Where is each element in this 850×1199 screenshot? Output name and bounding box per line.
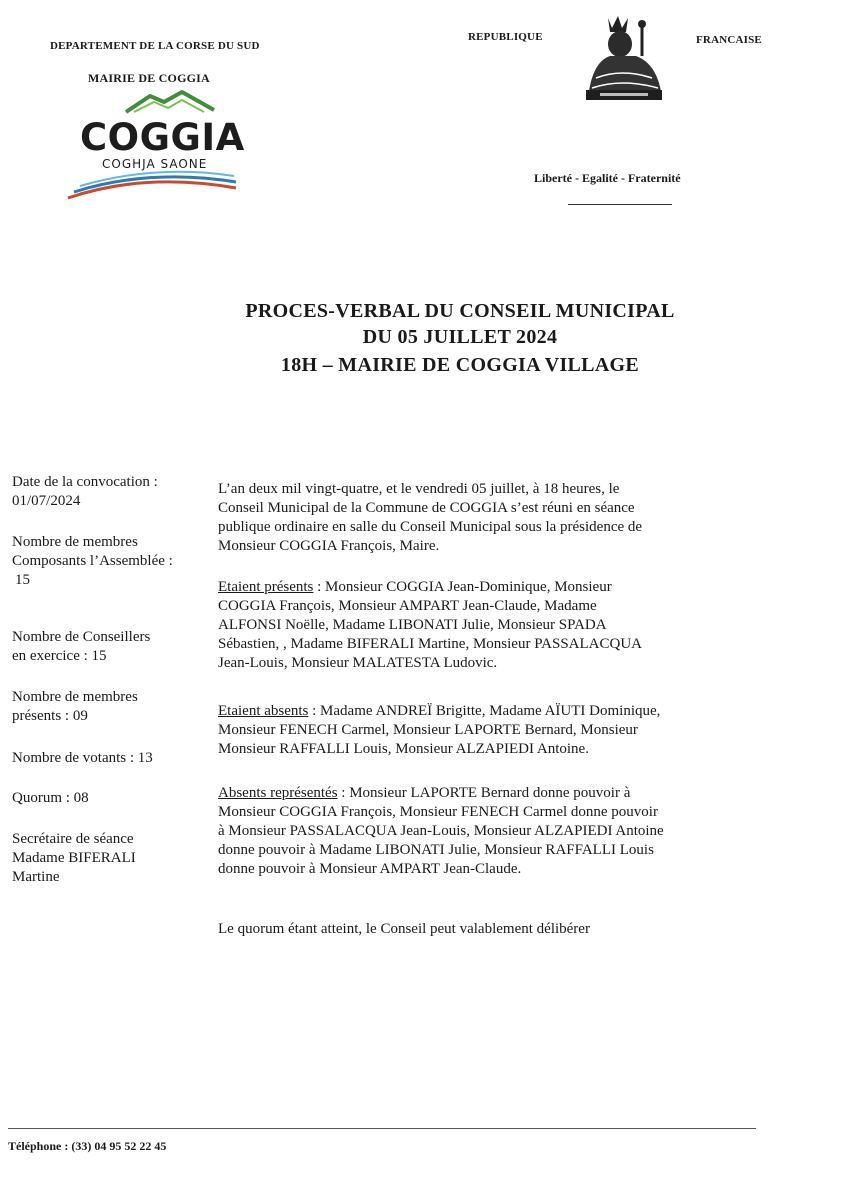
page-title-line1: PROCES-VERBAL DU CONSEIL MUNICIPAL [245, 300, 675, 322]
logo-name: COGGIA [80, 116, 245, 159]
membres-label-1: Nombre de membres [12, 534, 138, 550]
conseillers-label: Nombre de Conseillers [12, 629, 151, 645]
department-label: DEPARTEMENT DE LA CORSE DU SUD [50, 40, 260, 52]
intro-line: L’an deux mil vingt-quatre, et le vendredi 05 juillet, à 18 heures, le [218, 481, 620, 497]
membres-label-2: Composants l’Assemblée : [12, 553, 173, 569]
conseillers-value: en exercice : 15 [12, 648, 107, 664]
footer-divider [8, 1128, 756, 1129]
presents-line: : Monsieur COGGIA Jean-Dominique, Monsieur [313, 579, 612, 595]
secretaire-name-1: Madame BIFERALI [12, 850, 136, 866]
coggia-logo [64, 88, 244, 204]
membres-value: 15 [15, 572, 30, 588]
representes-heading: Absents représentés [218, 785, 338, 801]
intro-paragraph [218, 480, 778, 556]
absents-line: Monsieur FENECH Carmel, Monsieur LAPORTE Bernard, Monsieur [218, 722, 638, 738]
quorum-count: Quorum : 08 [12, 790, 89, 806]
absents-line: : Madame ANDREÏ Brigitte, Madame AÏUTI Dominique, [308, 703, 661, 719]
absents-heading: Etaient absents [218, 703, 309, 719]
convocation-label: Date de la convocation : [12, 474, 158, 490]
mairie-label: MAIRIE DE COGGIA [88, 71, 210, 85]
conseillers-block [12, 628, 204, 666]
representes-line: Monsieur COGGIA François, Monsieur FENECH Carmel donne pouvoir [218, 804, 658, 820]
presents-line: Sébastien, , Madame BIFERALI Martine, Monsieur PASSALACQUA [218, 636, 643, 652]
convocation-block [12, 473, 204, 511]
representes-line: à Monsieur PASSALACQUA Jean-Louis, Monsieur ALZAPIEDI Antoine [218, 823, 664, 839]
representes-line: : Monsieur LAPORTE Bernard donne pouvoir à [337, 785, 631, 801]
absents-line: Monsieur RAFFALLI Louis, Monsieur ALZAPIEDI Antoine. [218, 741, 589, 757]
presents-line: ALFONSI Noëlle, Madame LIBONATI Julie, Monsieur SPADA [218, 617, 607, 633]
secretaire-label: Secrétaire de séance [12, 831, 134, 847]
intro-line: Conseil Municipal de la Commune de COGGIA s’est réuni en séance [218, 500, 635, 516]
membres-block [12, 533, 204, 590]
presents-line: Jean-Louis, Monsieur MALATESTA Ludovic. [218, 655, 498, 671]
votants-count: Nombre de votants : 13 [12, 750, 153, 766]
quorum-statement: Le quorum étant atteint, le Conseil peut valablement délibérer [218, 921, 590, 937]
secretaire-name-2: Martine [12, 869, 60, 885]
intro-line: publique ordinaire en salle du Conseil Municipal sous la présidence de [218, 519, 643, 535]
logo-subtitle: COGHJA SAONE [102, 157, 208, 171]
presents-label: Nombre de membres [12, 689, 138, 705]
presents-value: présents : 09 [12, 708, 88, 724]
presents-line: COGGIA François, Monsieur AMPART Jean-Claude, Madame [218, 598, 597, 614]
convocation-date: 01/07/2024 [12, 493, 81, 509]
footer-telephone: Téléphone : (33) 04 95 52 22 45 [8, 1139, 167, 1153]
republique-label: REPUBLIQUE [468, 31, 543, 43]
page-title-line3: 18H – MAIRIE DE COGGIA VILLAGE [280, 354, 640, 376]
presents-block [12, 688, 204, 726]
motto-divider [568, 204, 672, 205]
republic-motto: Liberté - Egalité - Fraternité [534, 171, 681, 185]
absents-paragraph [218, 702, 778, 759]
intro-line: Monsieur COGGIA François, Maire. [218, 538, 440, 554]
secretaire-block [12, 830, 204, 887]
presents-paragraph [218, 578, 778, 673]
francaise-label: FRANCAISE [696, 34, 762, 46]
representes-line: donne pouvoir à Madame LIBONATI Julie, Monsieur RAFFALLI Louis [218, 842, 654, 858]
presents-heading: Etaient présents [218, 579, 314, 595]
page-title-line2: DU 05 JUILLET 2024 [362, 326, 558, 348]
representes-line: donne pouvoir à Monsieur AMPART Jean-Claude. [218, 861, 522, 877]
representes-paragraph [218, 784, 778, 879]
marianne-seal-icon [578, 12, 668, 104]
